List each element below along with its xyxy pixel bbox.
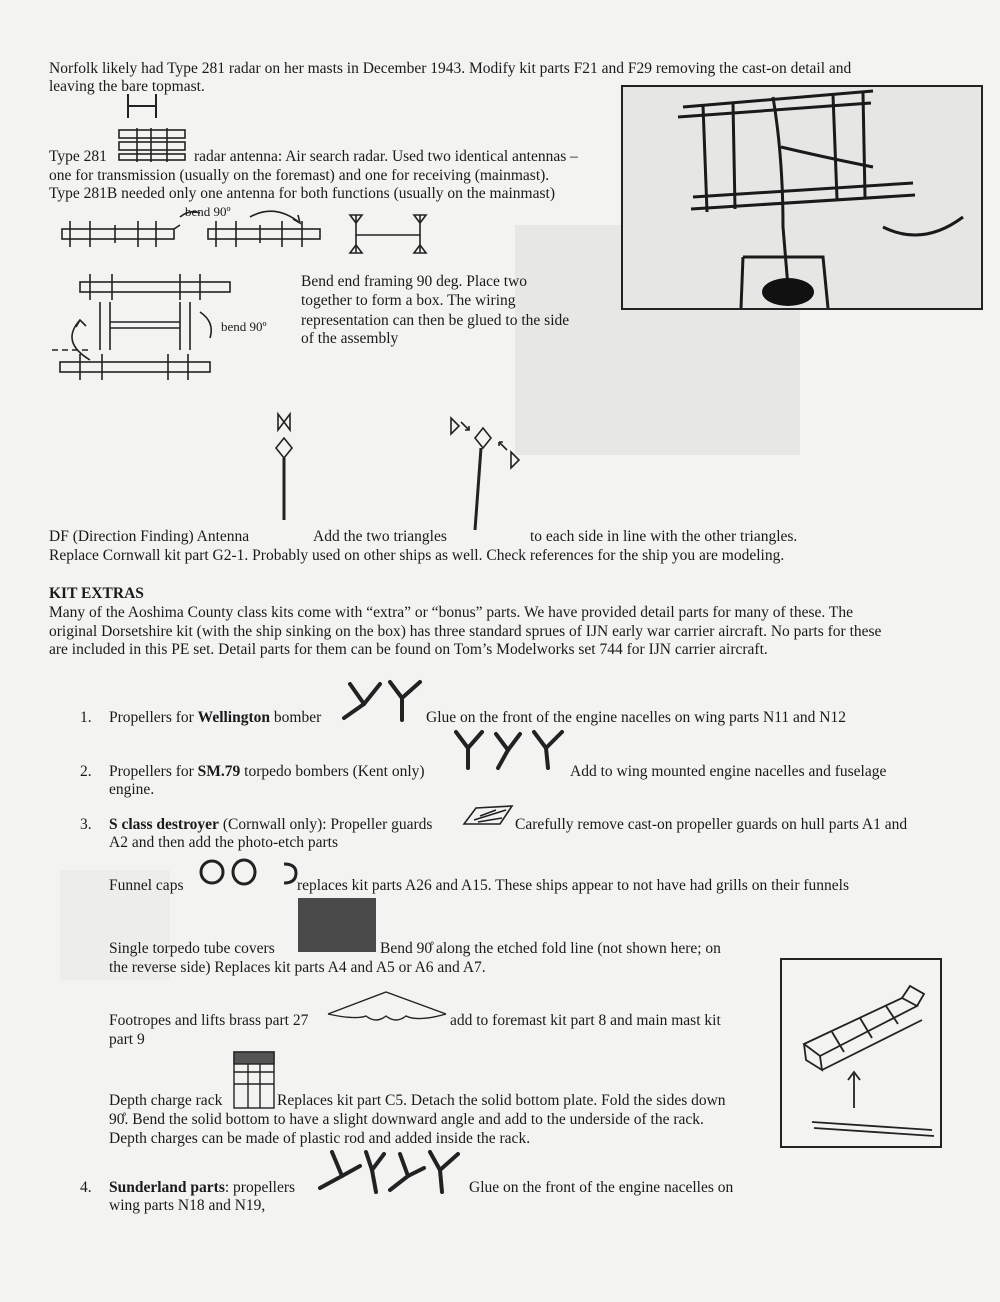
item-4-after: Glue on the front of the engine nacelles on (469, 1179, 734, 1196)
footropes-label: Footropes and lifts brass part 27 (109, 1012, 309, 1029)
df-triangles-sketch (445, 410, 530, 540)
depth-rack-label: Depth charge rack (109, 1092, 223, 1109)
torpedo-cover-line-2: the reverse side) Replaces kit parts A4 and A5 or A6 and A7. (109, 959, 486, 976)
depth-rack-text: Replaces kit part C5. Detach the solid bottom plate. Fold the sides down (277, 1092, 726, 1109)
bend-label-side: bend 90º (221, 319, 267, 334)
df-line-2: Replace Cornwall kit part G2-1. Probably used on other ships as well. Check references for the ship you are modeling. (49, 547, 785, 564)
sunderland-propeller-icon (316, 1148, 462, 1196)
propeller-guard-icon (462, 804, 514, 828)
depth-rack-line-2: 90̊. Bend the solid bottom to have a slight downward angle and add to the underside of the rack. (109, 1111, 704, 1128)
bend-diagram-row (60, 205, 440, 260)
sm79-propeller-icon (452, 730, 567, 772)
type281-lead: Type 281 (49, 148, 107, 165)
item-3-line-2: A2 and then add the photo-etch parts (109, 834, 338, 851)
df-antenna-sketch (268, 408, 308, 528)
depth-rack-fold-drawing (782, 960, 940, 1146)
depth-rack-line-3: Depth charges can be made of plastic rod and added inside the rack. (109, 1130, 531, 1147)
box-text-2: together to form a box. The wiring (301, 292, 516, 309)
radar-mast-photo (621, 85, 983, 310)
bend-label-top: bend 90º (185, 204, 231, 219)
funnel-caps-text: replaces kit parts A26 and A15. These ships appear to not have had grills on their funnels (297, 877, 849, 894)
item-1-number: 1. (80, 709, 92, 726)
kit-extras-heading: KIT EXTRAS (49, 585, 144, 602)
intro-line-2: leaving the bare topmast. (49, 78, 205, 95)
item-4-text: Sunderland parts: propellers (109, 1179, 296, 1196)
topmast-sketch (126, 92, 166, 122)
footropes-line-2: part 9 (109, 1031, 145, 1048)
funnel-caps-label: Funnel caps (109, 877, 184, 894)
item-3-text: S class destroyer (Cornwall only): Propeller guards (109, 816, 433, 833)
box-text-4: of the assembly (301, 330, 399, 347)
item-3-number: 3. (80, 816, 92, 833)
box-text-3: representation can then be glued to the side (301, 312, 570, 329)
type281-line-2: one for transmission (usually on the foremast) and one for receiving (mainmast). (49, 167, 550, 184)
df-text-a: DF (Direction Finding) Antenna (49, 528, 250, 545)
wellington-propeller-icon (340, 678, 425, 722)
df-text-c: to each side in line with the other triangles. (530, 528, 798, 545)
torpedo-cover-text: Bend 90̊ along the etched fold line (not shown here; on (380, 940, 721, 957)
torpedo-cover-label: Single torpedo tube covers (109, 940, 275, 957)
item-2-line-2: engine. (109, 781, 155, 798)
radar-mast-photo-drawing (623, 87, 981, 308)
item-1-after: Glue on the front of the engine nacelles on wing parts N11 and N12 (426, 709, 846, 726)
item-4-number: 4. (80, 1179, 92, 1196)
depth-rack-fold-diagram (780, 958, 942, 1148)
kit-extras-p1: Many of the Aoshima County class kits come with “extra” or “bonus” parts. We have provided detail parts for many of these. The (49, 604, 853, 621)
depth-charge-rack-icon (232, 1050, 276, 1110)
item-2-number: 2. (80, 763, 92, 780)
radar-antenna-icon (117, 128, 189, 164)
kit-extras-p2: original Dorsetshire kit (with the ship sinking on the box) has three standard sprues of IJN early war carrier aircraft. No parts for these (49, 623, 882, 640)
box-assembly-diagram (50, 272, 240, 390)
item-2-text: Propellers for SM.79 torpedo bombers (Kent only) (109, 763, 425, 780)
intro-line-1: Norfolk likely had Type 281 radar on her masts in December 1943. Modify kit parts F21 and F29 removing the cast-on detail and (49, 60, 852, 77)
box-text-1: Bend end framing 90 deg. Place two (301, 273, 527, 290)
type281-line-1: radar antenna: Air search radar. Used two identical antennas – (194, 148, 578, 165)
item-2-after: Add to wing mounted engine nacelles and fuselage (570, 763, 887, 780)
funnel-cap-icon (198, 858, 298, 888)
type281-line-3: Type 281B needed only one antenna for both functions (usually on the mainmast) (49, 185, 555, 202)
torpedo-cover-image (298, 898, 376, 952)
item-4-line-2: wing parts N18 and N19, (109, 1197, 266, 1214)
footropes-icon (326, 990, 448, 1026)
item-1-text: Propellers for Wellington bomber (109, 709, 322, 726)
item-3-after: Carefully remove cast-on propeller guards on hull parts A1 and (515, 816, 908, 833)
footropes-text: add to foremast kit part 8 and main mast kit (450, 1012, 721, 1029)
kit-extras-p3: are included in this PE set. Detail parts for them can be found on Tom’s Modelworks set 744 for IJN carrier aircraft. (49, 641, 768, 658)
df-text-b: Add the two triangles (313, 528, 447, 545)
